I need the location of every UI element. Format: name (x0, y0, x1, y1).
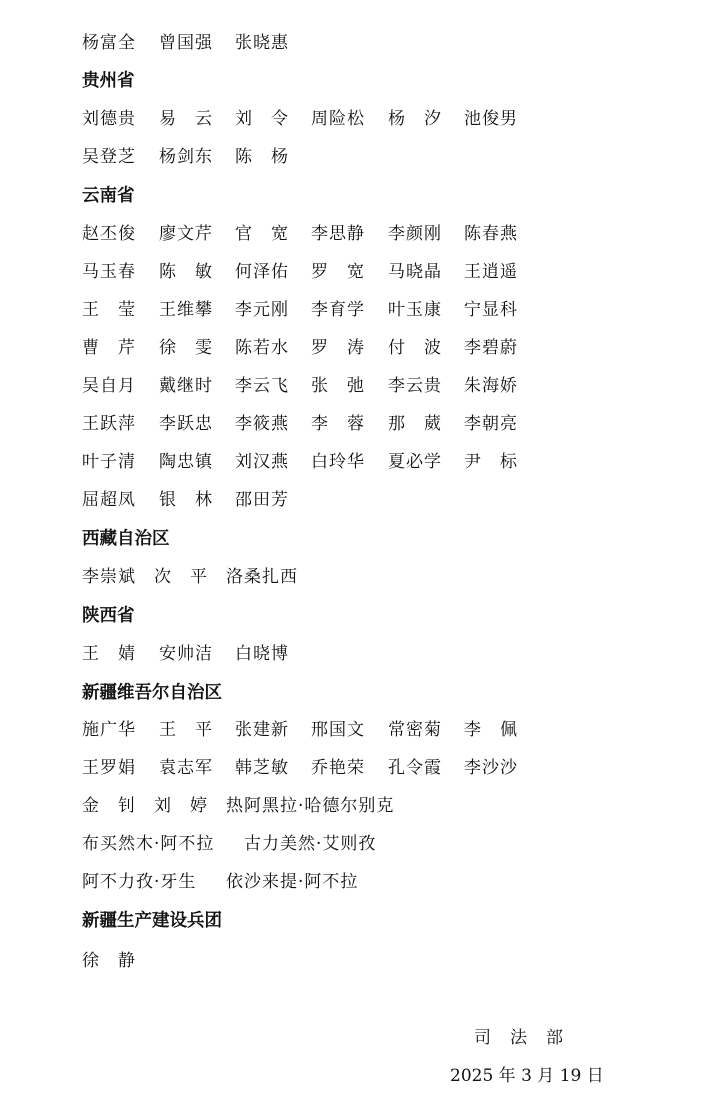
person-name: 李云贵 (388, 376, 442, 396)
person-name: 金 钊 (82, 796, 136, 816)
region-heading: 陕西省 (82, 606, 135, 626)
person-name: 马晓晶 (388, 262, 442, 282)
person-name: 李朝亮 (464, 414, 518, 434)
person-name: 宁显科 (464, 300, 518, 320)
person-name: 李元刚 (235, 300, 289, 320)
person-name: 杨剑东 (159, 147, 213, 167)
region-heading: 新疆维吾尔自治区 (82, 683, 222, 703)
person-name: 常密菊 (388, 720, 442, 740)
person-name: 洛桑扎西 (226, 567, 298, 587)
person-name: 邢国文 (311, 720, 365, 740)
person-name: 屈超凤 (82, 490, 136, 510)
person-name: 廖文芹 (159, 224, 213, 244)
person-name: 吴自月 (82, 376, 136, 396)
person-name: 吴登芝 (82, 147, 136, 167)
person-name: 徐 雯 (159, 338, 213, 358)
person-name: 李云飞 (235, 376, 289, 396)
person-name: 杨富全 (82, 33, 136, 53)
person-name: 李碧蔚 (464, 338, 518, 358)
person-name: 袁志军 (159, 758, 213, 778)
person-name: 安帅洁 (159, 644, 213, 664)
person-name: 布买然木·阿不拉 (82, 834, 215, 854)
person-name: 李跃忠 (159, 414, 213, 434)
person-name: 易 云 (159, 109, 213, 129)
person-name: 马玉春 (82, 262, 136, 282)
person-name: 张晓惠 (235, 33, 289, 53)
person-name: 那 葳 (388, 414, 442, 434)
issue-date: 2025 年 3 月 19 日 (450, 1066, 604, 1086)
person-name: 依沙来提·阿不拉 (226, 872, 359, 892)
person-name: 古力美然·艾则孜 (244, 834, 377, 854)
person-name: 白玲华 (311, 452, 365, 472)
person-name: 张 弛 (311, 376, 365, 396)
region-heading: 贵州省 (82, 71, 135, 91)
person-name: 夏必学 (388, 452, 442, 472)
person-name: 李筱燕 (235, 414, 289, 434)
person-name: 陈春燕 (464, 224, 518, 244)
person-name: 何泽佑 (235, 262, 289, 282)
person-name: 孔令霞 (388, 758, 442, 778)
person-name: 尹 标 (464, 452, 518, 472)
person-name: 李颜刚 (388, 224, 442, 244)
person-name: 乔艳荣 (311, 758, 365, 778)
person-name: 王 平 (159, 720, 213, 740)
person-name: 付 波 (388, 338, 442, 358)
person-name: 王 莹 (82, 300, 136, 320)
person-name: 李崇斌 (82, 567, 136, 587)
person-name: 刘德贵 (82, 109, 136, 129)
person-name: 曾国强 (159, 33, 213, 53)
person-name: 徐 静 (82, 951, 136, 971)
person-name: 张建新 (235, 720, 289, 740)
person-name: 银 林 (159, 490, 213, 510)
person-name: 官 宽 (235, 224, 289, 244)
person-name: 刘 婷 (154, 796, 208, 816)
person-name: 邵田芳 (235, 490, 289, 510)
person-name: 李思静 (311, 224, 365, 244)
person-name: 罗 宽 (311, 262, 365, 282)
person-name: 叶子清 (82, 452, 136, 472)
person-name: 李沙沙 (464, 758, 518, 778)
person-name: 陈 杨 (235, 147, 289, 167)
region-heading: 新疆生产建设兵团 (82, 911, 222, 931)
person-name: 阿不力孜·牙生 (82, 872, 197, 892)
person-name: 杨 汐 (388, 109, 442, 129)
person-name: 周险松 (311, 109, 365, 129)
person-name: 李育学 (311, 300, 365, 320)
person-name: 曹 芹 (82, 338, 136, 358)
person-name: 池俊男 (464, 109, 518, 129)
person-name: 次 平 (154, 567, 208, 587)
person-name: 戴继时 (159, 376, 213, 396)
person-name: 王逍遥 (464, 262, 518, 282)
person-name: 叶玉康 (388, 300, 442, 320)
issuing-authority: 司 法 部 (474, 1028, 564, 1048)
person-name: 李 佩 (464, 720, 518, 740)
person-name: 韩芝敏 (235, 758, 289, 778)
person-name: 王 婧 (82, 644, 136, 664)
person-name: 陈若水 (235, 338, 289, 358)
person-name: 白晓博 (235, 644, 289, 664)
person-name: 刘 令 (235, 109, 289, 129)
person-name: 王维攀 (159, 300, 213, 320)
person-name: 施广华 (82, 720, 136, 740)
person-name: 朱海娇 (464, 376, 518, 396)
person-name: 罗 涛 (311, 338, 365, 358)
person-name: 陈 敏 (159, 262, 213, 282)
person-name: 李 蓉 (311, 414, 365, 434)
region-heading: 云南省 (82, 186, 135, 206)
person-name: 陶忠镇 (159, 452, 213, 472)
region-heading: 西藏自治区 (82, 529, 170, 549)
person-name: 刘汉燕 (235, 452, 289, 472)
person-name: 赵丕俊 (82, 224, 136, 244)
person-name: 王跃萍 (82, 414, 136, 434)
person-name: 王罗娟 (82, 758, 136, 778)
person-name: 热阿黑拉·哈德尔别克 (226, 796, 395, 816)
